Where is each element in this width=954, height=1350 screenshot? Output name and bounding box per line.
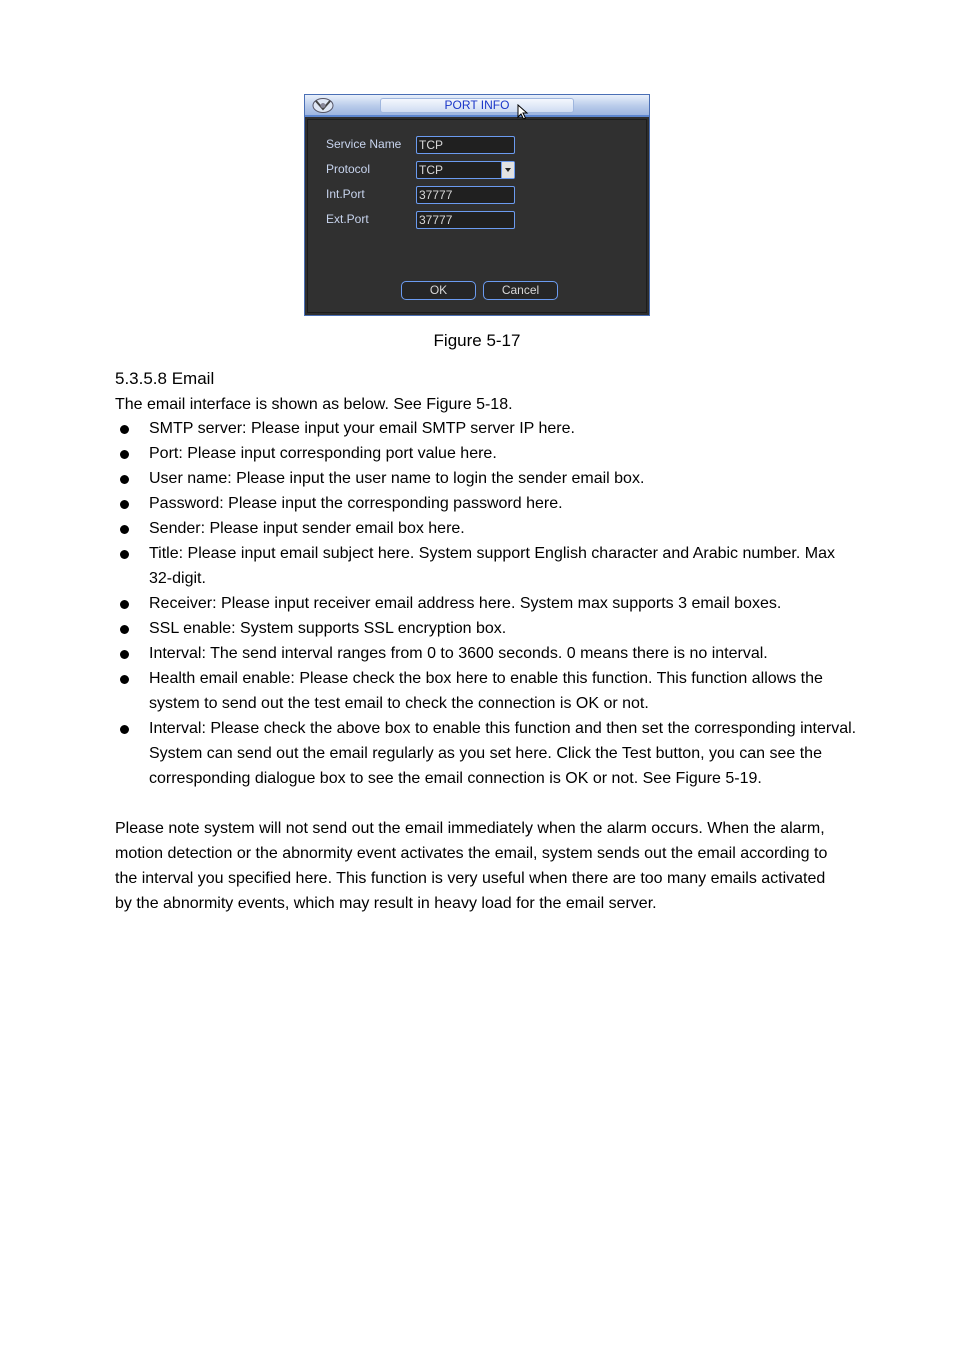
list-item: User name: Please input the user name to login the sender email box. — [115, 466, 855, 491]
list-item: Receiver: Please input receiver email address here. System max supports 3 email boxes. — [115, 591, 855, 616]
figure-caption: Figure 5-17 — [433, 331, 521, 350]
bullet-list — [115, 416, 855, 791]
ext-port-field[interactable] — [416, 211, 515, 229]
section-heading: 5.3.5.8 Email — [115, 369, 215, 388]
section-note: Please note system will not send out the email immediately when the alarm occurs. When the alarm, motion detection or the abnormity event activates the email, system sends out the email according to the interval you specified here. This function is very useful when there are too many emails activated by the abnormity events, which may result in heavy load for the email server. — [115, 820, 828, 912]
bullet-icon — [120, 450, 129, 459]
list-item: SMTP server: Please input your email SMTP server IP here. — [115, 416, 855, 441]
bullet-icon — [120, 475, 129, 484]
bullet-icon — [120, 425, 129, 434]
service-name-label: Service Name — [326, 137, 402, 151]
protocol-label: Protocol — [326, 162, 371, 176]
dialog-titlebar — [305, 95, 649, 117]
bullet-icon — [120, 650, 129, 659]
app-logo-icon — [311, 97, 335, 114]
section-intro: The email interface is shown as below. See Figure 5-18. — [115, 396, 513, 413]
list-item: SSL enable: System supports SSL encryption box. — [115, 616, 855, 641]
int-port-value: 37777 — [419, 188, 453, 202]
int-port-field[interactable] — [416, 186, 515, 204]
protocol-select[interactable] — [416, 161, 515, 179]
ext-port-value: 37777 — [419, 213, 453, 227]
mouse-cursor-icon — [517, 104, 529, 120]
bullet-icon — [120, 600, 129, 609]
service-name-field[interactable] — [416, 136, 515, 154]
ext-port-label: Ext.Port — [326, 212, 369, 226]
int-port-label: Int.Port — [326, 187, 365, 201]
list-item: Title: Please input email subject here. System support English character and Arabic number. Max 32-digit. — [115, 541, 855, 591]
bullet-icon — [120, 725, 129, 734]
dialog-body — [307, 119, 647, 313]
protocol-value: TCP — [419, 163, 443, 177]
list-item: Health email enable: Please check the box here to enable this function. This function allows the system to send out the test email to check the connection is OK or not. — [115, 666, 864, 716]
bullet-icon — [120, 525, 129, 534]
bullet-icon — [120, 550, 129, 559]
bullet-icon — [120, 500, 129, 509]
chevron-down-icon[interactable] — [501, 162, 514, 178]
ok-button[interactable]: OK — [401, 281, 476, 300]
service-name-value: TCP — [419, 138, 443, 152]
bullet-icon — [120, 675, 129, 684]
list-item: Interval: The send interval ranges from 0 to 3600 seconds. 0 means there is no interval. — [115, 641, 855, 666]
bullet-icon — [120, 625, 129, 634]
port-info-dialog — [304, 94, 650, 316]
list-item: Port: Please input corresponding port value here. — [115, 441, 855, 466]
list-item: Sender: Please input sender email box here. — [115, 516, 855, 541]
list-item: Interval: Please check the above box to enable this function and then set the corresponding interval. System can send out the email regularly as you set here. Click the Test button, you can see the corresponding dialogue box to see the email connection is OK or not. See Figure 5-19. — [115, 716, 869, 791]
list-item: Password: Please input the corresponding password here. — [115, 491, 855, 516]
cancel-button[interactable]: Cancel — [483, 281, 558, 300]
dialog-title: PORT INFO — [380, 98, 574, 113]
